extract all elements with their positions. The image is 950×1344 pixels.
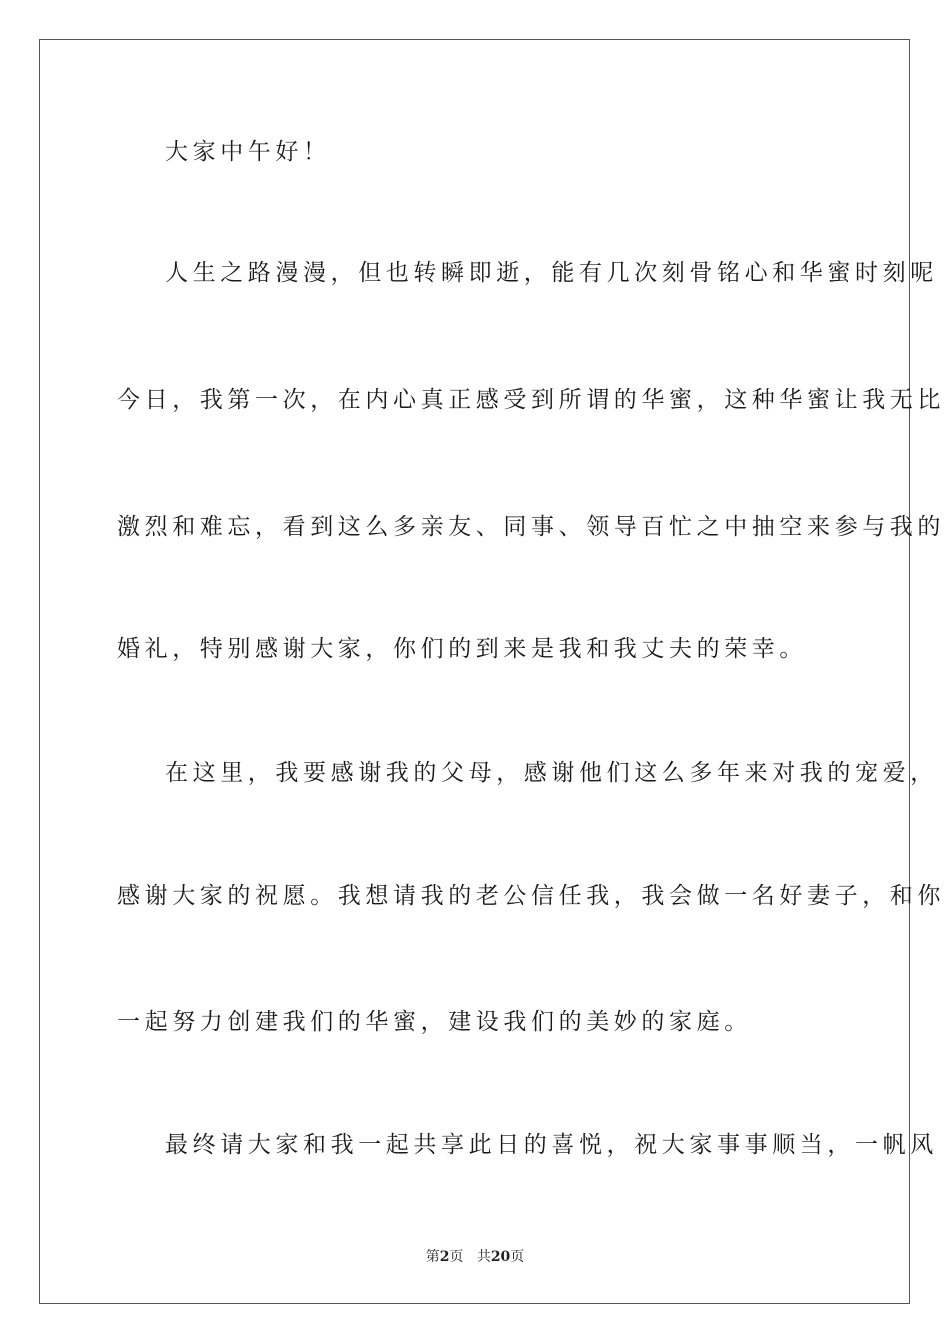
footer-total-pages: 20 [490, 1249, 511, 1265]
text-line-7: 感谢大家的祝愿。我想请我的老公信任我，我会做一名好妻子，和你 [117, 883, 945, 909]
text-line-3: 今日，我第一次，在内心真正感受到所谓的华蜜，这种华蜜让我无比 [117, 387, 945, 413]
footer-page-prefix: 第 [425, 1249, 440, 1265]
footer-page-suffix: 页 [449, 1249, 464, 1265]
page-frame [39, 39, 945, 1304]
text-line-4: 激烈和难忘，看到这么多亲友、同事、领导百忙之中抽空来参与我的 [117, 514, 945, 540]
footer-total-prefix: 共 [476, 1249, 491, 1265]
page-footer [0, 1248, 950, 1266]
text-line-5: 婚礼，特别感谢大家，你们的到来是我和我丈夫的荣幸。 [117, 636, 807, 662]
footer-page-number: 2 [439, 1249, 450, 1265]
text-line-2: 人生之路漫漫，但也转瞬即逝，能有几次刻骨铭心和华蜜时刻呢 [165, 260, 938, 286]
text-line-6: 在这里，我要感谢我的父母，感谢他们这么多年来对我的宠爱， [165, 760, 938, 786]
text-line-1: 大家中午好！ [165, 139, 331, 165]
text-line-9: 最终请大家和我一起共享此日的喜悦，祝大家事事顺当，一帆风 [165, 1132, 938, 1158]
text-line-8: 一起努力创建我们的华蜜，建设我们的美妙的家庭。 [117, 1009, 752, 1035]
footer-total-suffix: 页 [510, 1249, 525, 1265]
